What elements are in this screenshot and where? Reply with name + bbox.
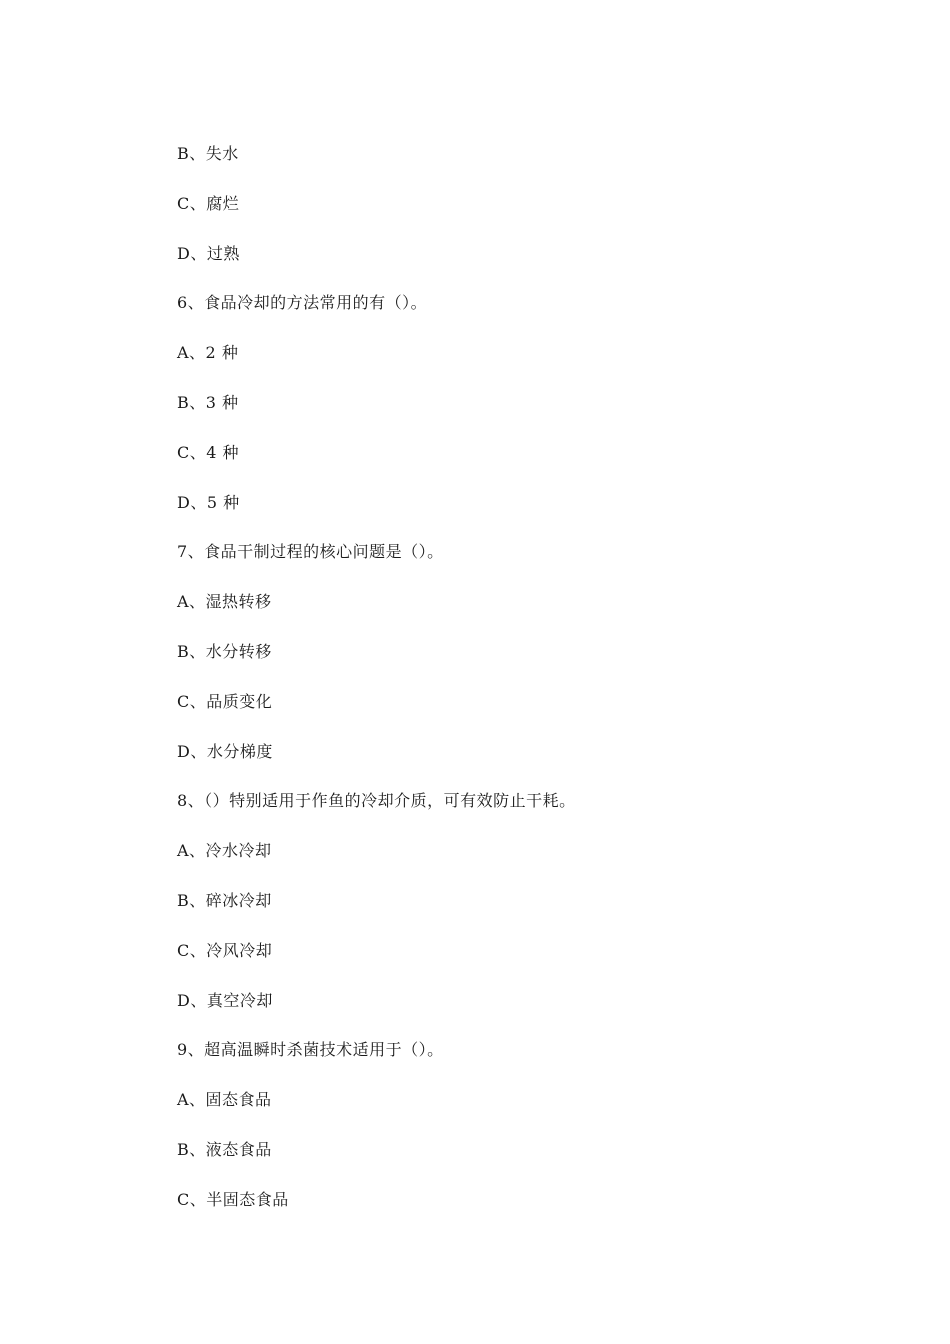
option-b-q6: B、3 种	[177, 393, 239, 412]
question-7: 7、食品干制过程的核心问题是（）。	[177, 542, 444, 561]
option-c-q6: C、4 种	[177, 443, 240, 462]
option-a-q9: A、固态食品	[177, 1090, 272, 1109]
question-9: 9、超高温瞬时杀菌技术适用于（）。	[177, 1040, 444, 1059]
option-d-q7: D、水分梯度	[177, 742, 273, 761]
option-d-q6: D、5 种	[177, 493, 240, 512]
option-c-q9: C、半固态食品	[177, 1190, 289, 1209]
option-d-q5: D、过熟	[177, 244, 240, 263]
option-d-q8: D、真空冷却	[177, 991, 273, 1010]
option-c-q8: C、冷风冷却	[177, 941, 273, 960]
option-a-q6: A、2 种	[177, 343, 239, 362]
option-a-q8: A、冷水冷却	[177, 841, 272, 860]
option-b-q7: B、水分转移	[177, 642, 272, 661]
option-b-q9: B、液态食品	[177, 1140, 272, 1159]
option-b-q8: B、碎冰冷却	[177, 891, 272, 910]
option-a-q7: A、湿热转移	[177, 592, 272, 611]
option-c-q5: C、腐烂	[177, 194, 240, 213]
question-6: 6、食品冷却的方法常用的有（）。	[177, 293, 428, 312]
question-8: 8、（）特别适用于作鱼的冷却介质，可有效防止干耗。	[177, 791, 576, 810]
option-b-q5: B、失水	[177, 144, 239, 163]
option-c-q7: C、品质变化	[177, 692, 273, 711]
